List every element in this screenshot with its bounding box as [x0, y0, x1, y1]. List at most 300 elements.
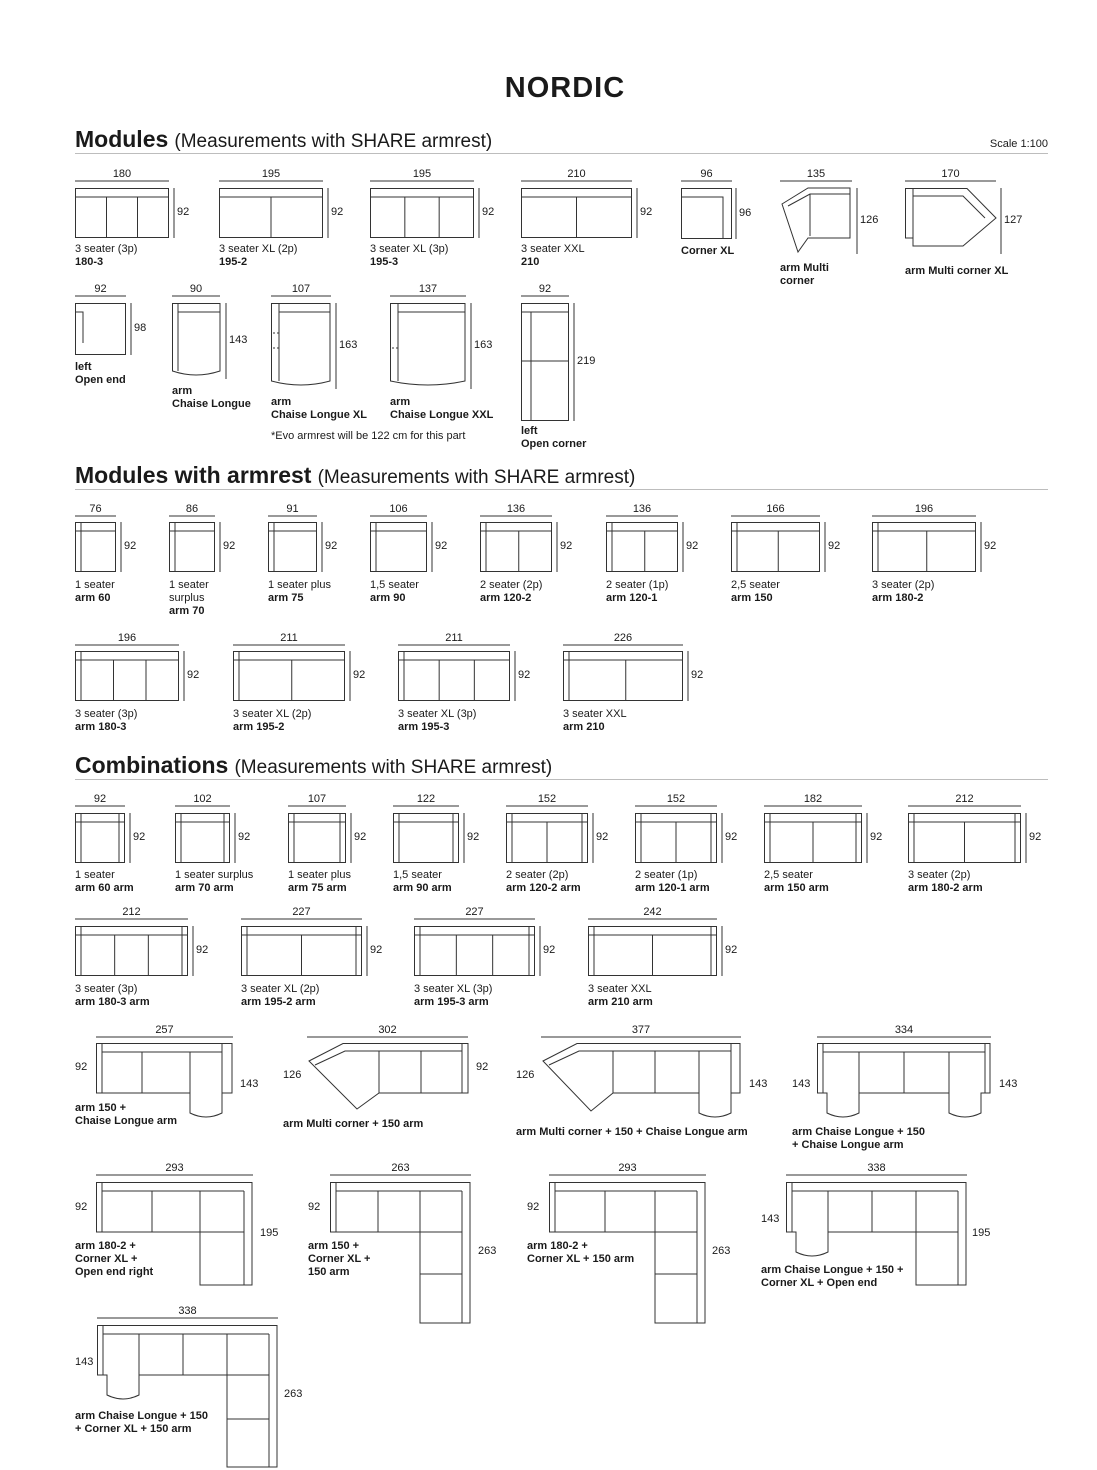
module-label	[75, 243, 137, 269]
module-label	[390, 396, 493, 422]
combo-depth-label: 126	[516, 1069, 535, 1081]
dim-line	[75, 918, 188, 922]
item-code: arm 195-2 arm	[241, 996, 316, 1008]
armrest-width-label: 196	[914, 503, 934, 515]
dim-line	[370, 515, 427, 519]
armrest-drawing	[606, 522, 678, 572]
item-code: arm 150	[731, 592, 773, 604]
module-width-label: 135	[806, 168, 826, 180]
combo-depth-label: 195	[260, 1227, 279, 1239]
armrest-drawing	[169, 522, 215, 572]
dim-line	[606, 515, 678, 519]
combo-width-label: 242	[643, 906, 662, 918]
dim-line	[635, 805, 717, 809]
combo-label	[761, 1264, 903, 1290]
armrest-drawing	[480, 522, 552, 572]
combo-depth-label: 92	[354, 831, 367, 843]
combo-drawing	[764, 813, 862, 863]
dim-line	[96, 1174, 253, 1178]
dim-line	[370, 180, 474, 184]
dim-line	[268, 515, 317, 519]
combo-depth-label: 92	[870, 831, 883, 843]
section-armrest-subtitle: (Measurements with SHARE armrest)	[317, 467, 636, 488]
armrest-depth-label: 92	[187, 669, 200, 681]
armrest-depth-label: 92	[518, 669, 531, 681]
item-code: arm 90 arm	[393, 882, 452, 894]
item-name: 1 seater plus	[288, 869, 351, 881]
item-code: arm 120-1 arm	[635, 882, 710, 894]
combo-label	[393, 869, 452, 895]
armrest-drawing	[398, 651, 510, 701]
dim-line	[908, 805, 1021, 809]
item-name: 1 seater	[75, 869, 115, 881]
item-code: arm 75 arm	[288, 882, 347, 894]
dim-line	[233, 644, 345, 648]
combo-depth-label: 92	[196, 944, 209, 956]
armrest-drawing	[75, 651, 179, 701]
item-name: 3 seater XL (3p)	[398, 708, 477, 720]
dim-line	[219, 180, 323, 184]
module-drawing	[390, 303, 466, 389]
item-code: arm 120-2	[480, 592, 532, 604]
item-code: arm 150 + Corner XL + 150 arm	[308, 1240, 371, 1278]
combo-label	[241, 983, 319, 1009]
armrest-width-label: 166	[766, 503, 785, 515]
combo-depth-label: 92	[308, 1201, 321, 1213]
item-name: 2 seater (2p)	[506, 869, 569, 881]
combo-label	[75, 1240, 153, 1279]
item-name: 2 seater (1p)	[606, 579, 669, 591]
armrest-drawing	[563, 651, 683, 701]
combo-drawing	[288, 813, 346, 863]
module-width-label: 195	[261, 168, 281, 180]
item-name: 3 seater (3p)	[75, 708, 138, 720]
item-name: 2 seater (2p)	[480, 579, 543, 591]
combo-width-label: 107	[307, 793, 327, 805]
combo-drawing	[175, 813, 230, 863]
dim-line	[307, 1036, 468, 1040]
combo-width-label: 152	[666, 793, 686, 805]
combo-label	[175, 869, 253, 895]
armrest-depth-label: 92	[828, 540, 841, 552]
section-combinations-heading	[75, 752, 552, 779]
item-code: arm Chaise Longue XXL	[390, 396, 494, 421]
combo-width-label: 257	[155, 1024, 174, 1036]
combo-depth-label: 126	[283, 1069, 302, 1081]
combo-width-label: 227	[292, 906, 311, 918]
combo-width-label: 293	[165, 1162, 184, 1174]
item-name: 2,5 seater	[764, 869, 813, 881]
combo-width-label: 122	[416, 793, 436, 805]
combo-label	[75, 1410, 208, 1436]
combo-depth-label: 143	[761, 1213, 780, 1225]
dim-line	[588, 918, 717, 922]
dim-line	[541, 1036, 741, 1040]
combo-width-label: 377	[631, 1024, 651, 1036]
item-name: 3 seater XXL	[563, 708, 627, 720]
module-width-label: 92	[538, 283, 552, 295]
item-code: arm 120-2 arm	[506, 882, 581, 894]
combo-depth-label: 143	[75, 1356, 94, 1368]
item-code: 195-3	[370, 256, 399, 268]
dim-line	[681, 180, 732, 184]
combo-width-label: 293	[618, 1162, 637, 1174]
dim-line	[97, 1317, 278, 1321]
section-armrest-title: Modules with armrest	[75, 462, 312, 488]
combo-drawing	[817, 1043, 991, 1121]
combo-label	[506, 869, 581, 895]
dim-line	[414, 918, 535, 922]
module-drawing	[271, 303, 331, 389]
item-code: arm 180-2 + Corner XL + Open end right	[75, 1240, 154, 1278]
item-code: arm 195-2	[233, 721, 285, 733]
item-name: 3 seater XXL	[588, 983, 652, 995]
item-code: arm 180-3	[75, 721, 127, 733]
dim-line	[96, 1036, 233, 1040]
item-name: 3 seater (2p)	[872, 579, 935, 591]
armrest-width-label: 211	[445, 632, 463, 644]
combo-drawing	[635, 813, 717, 863]
combo-width-label: 152	[537, 793, 557, 805]
item-code: arm 180-2	[872, 592, 924, 604]
module-width-label: 90	[189, 283, 203, 295]
combo-width-label: 338	[867, 1162, 886, 1174]
dim-line	[872, 515, 976, 519]
armrest-label	[606, 579, 668, 605]
combo-label	[908, 869, 983, 895]
armrest-depth-label: 92	[686, 540, 699, 552]
armrest-label	[731, 579, 780, 605]
combo-depth-label: 92	[527, 1201, 540, 1213]
armrest-width-label: 196	[117, 632, 137, 644]
armrest-drawing	[872, 522, 976, 572]
combo-depth-label: 92	[75, 1061, 88, 1073]
combo-label	[414, 983, 492, 1009]
combo-label	[75, 1102, 177, 1128]
armrest-depth-label: 92	[560, 540, 573, 552]
combo-depth-label: 143	[749, 1078, 768, 1090]
dim-line	[731, 515, 820, 519]
armrest-label	[563, 708, 627, 734]
combo-label	[635, 869, 710, 895]
section-modules-heading	[75, 126, 492, 153]
armrest-width-label: 136	[506, 503, 526, 515]
item-code: arm Chaise Longue + 150 + Corner XL + 150 arm	[75, 1410, 208, 1435]
combo-width-label: 338	[178, 1305, 197, 1317]
item-name: 1,5 seater	[370, 579, 419, 591]
item-code: arm 150 + Chaise Longue arm	[75, 1102, 178, 1127]
item-code: 210	[521, 256, 540, 268]
armrest-depth-label: 92	[124, 540, 137, 552]
combo-width-label: 212	[122, 906, 141, 918]
armrest-label	[75, 579, 115, 605]
dim-line	[271, 295, 331, 299]
section-modules-rule	[75, 153, 1048, 154]
armrest-depth-label: 92	[435, 540, 448, 552]
module-label	[780, 262, 829, 288]
dim-line	[75, 515, 116, 519]
combo-label	[588, 983, 653, 1009]
dim-line	[786, 1174, 967, 1178]
combo-depth-label: 92	[467, 831, 480, 843]
combo-depth-label: 92	[238, 831, 251, 843]
combo-depth-label: 92	[596, 831, 609, 843]
module-label	[219, 243, 297, 269]
item-code: arm 180-3 arm	[75, 996, 150, 1008]
item-code: arm 70	[169, 605, 205, 617]
module-drawing	[905, 188, 997, 254]
dim-line	[398, 644, 510, 648]
item-code: 180-3	[75, 256, 104, 268]
armrest-width-label: 76	[89, 503, 102, 515]
combo-width-label: 182	[803, 793, 823, 805]
combo-label	[516, 1126, 748, 1139]
armrest-drawing	[731, 522, 820, 572]
item-code: arm 60 arm	[75, 882, 134, 894]
module-drawing	[75, 188, 169, 238]
module-label	[521, 243, 585, 269]
module-drawing	[219, 188, 323, 238]
combo-label	[288, 869, 351, 895]
dim-line	[175, 805, 230, 809]
module-label	[905, 265, 1008, 278]
armrest-width-label: 211	[280, 632, 298, 644]
dim-line	[75, 180, 169, 184]
item-code: 195-2	[219, 256, 248, 268]
combo-depth-label: 92	[725, 944, 738, 956]
module-label	[75, 361, 126, 387]
combo-drawing	[97, 1325, 278, 1468]
scale-label: Scale 1:100	[989, 138, 1048, 150]
dim-line	[75, 295, 126, 299]
dim-line	[521, 180, 632, 184]
item-name: 3 seater XXL	[521, 243, 585, 255]
combo-depth-label: 263	[284, 1388, 303, 1400]
combo-width-label: 92	[93, 793, 107, 805]
combo-width-label: 263	[391, 1162, 410, 1174]
item-name: 3 seater XL (2p)	[233, 708, 312, 720]
item-code: arm 210 arm	[588, 996, 653, 1008]
dim-line	[506, 805, 588, 809]
armrest-label	[872, 579, 934, 605]
combo-label	[283, 1118, 423, 1131]
armrest-label	[169, 579, 209, 618]
module-depth-label: 92	[331, 206, 344, 218]
module-width-label: 170	[941, 168, 960, 180]
armrest-label	[398, 708, 476, 734]
module-depth-label: 143	[229, 334, 248, 346]
item-name: 3 seater XL (2p)	[219, 243, 298, 255]
item-name: 3 seater XL (3p)	[414, 983, 493, 995]
module-drawing	[681, 188, 732, 239]
module-drawing	[780, 186, 852, 254]
armrest-label	[480, 579, 542, 605]
section-combinations-subtitle: (Measurements with SHARE armrest)	[234, 757, 553, 778]
dim-line	[563, 644, 683, 648]
item-name: 2,5 seater	[731, 579, 780, 591]
combo-depth-label: 92	[725, 831, 738, 843]
item-code: arm Multi corner + 150 arm	[283, 1118, 424, 1130]
module-depth-label: 127	[1004, 214, 1023, 226]
item-name: 1 seater surplus	[175, 869, 254, 881]
module-label	[370, 243, 448, 269]
evo-armrest-note: *Evo armrest will be 122 cm for this part	[271, 430, 466, 442]
item-name: 3 seater (3p)	[75, 983, 138, 995]
combo-depth-label: 92	[370, 944, 383, 956]
dim-line	[393, 805, 459, 809]
item-name: 1,5 seater	[393, 869, 442, 881]
item-name: 3 seater XL (2p)	[241, 983, 320, 995]
module-depth-label: 163	[339, 339, 358, 351]
dim-line	[75, 805, 125, 809]
item-code: arm 75	[268, 592, 304, 604]
section-armrest-rule	[75, 489, 1048, 490]
dim-line	[241, 918, 362, 922]
armrest-width-label: 136	[632, 503, 652, 515]
armrest-width-label: 226	[613, 632, 633, 644]
armrest-drawing	[233, 651, 345, 701]
dim-line	[780, 180, 852, 184]
item-name: 1 seater	[75, 579, 115, 591]
combo-drawing	[75, 926, 188, 976]
item-name: 3 seater (3p)	[75, 243, 138, 255]
combo-depth-label: 92	[1029, 831, 1042, 843]
item-code: arm 195-3 arm	[414, 996, 489, 1008]
module-width-label: 180	[112, 168, 132, 180]
dim-line	[549, 1174, 706, 1178]
item-code: arm 150 arm	[764, 882, 829, 894]
item-code: arm Chaise Longue + 150 + Corner XL + Open end	[761, 1264, 904, 1289]
combo-drawing	[241, 926, 362, 976]
dim-line	[330, 1174, 471, 1178]
combo-drawing	[541, 1043, 741, 1123]
armrest-depth-label: 92	[325, 540, 338, 552]
dim-line	[480, 515, 552, 519]
module-width-label: 96	[700, 168, 713, 180]
item-code: left Open corner	[521, 425, 587, 450]
armrest-depth-label: 92	[223, 540, 236, 552]
item-name: 3 seater XL (3p)	[370, 243, 449, 255]
combo-drawing	[393, 813, 459, 863]
dim-line	[288, 805, 346, 809]
item-code: arm 180-2 + Corner XL + 150 arm	[527, 1240, 635, 1265]
armrest-drawing	[370, 522, 427, 572]
item-code: arm Multi corner XL	[905, 265, 1009, 277]
section-modules-subtitle: (Measurements with SHARE armrest)	[174, 131, 493, 152]
item-code: arm Chaise Longue XL	[271, 396, 367, 421]
item-name: 1 seater plus	[268, 579, 331, 591]
combo-depth-label: 92	[476, 1061, 489, 1073]
section-combinations-title: Combinations	[75, 752, 229, 778]
item-code: arm 210	[563, 721, 605, 733]
combo-label	[764, 869, 829, 895]
module-depth-label: 96	[739, 206, 752, 219]
combo-depth-label: 263	[712, 1245, 731, 1257]
armrest-label	[75, 708, 137, 734]
item-code: Corner XL	[681, 245, 735, 257]
module-depth-label: 92	[177, 206, 190, 218]
combo-depth-label: 143	[240, 1078, 259, 1090]
item-code: arm 90	[370, 592, 406, 604]
combo-drawing	[506, 813, 588, 863]
module-drawing	[370, 188, 474, 238]
module-width-label: 92	[94, 283, 107, 295]
item-code: arm Multi corner + 150 + Chaise Longue arm	[516, 1126, 748, 1138]
module-label	[521, 425, 586, 451]
module-depth-label: 92	[482, 206, 495, 218]
dim-line	[172, 295, 220, 299]
module-depth-label: 98	[134, 322, 147, 334]
armrest-drawing	[75, 522, 116, 572]
item-code: arm 120-1	[606, 592, 658, 604]
combo-depth-label: 143	[999, 1078, 1018, 1090]
combo-drawing	[588, 926, 717, 976]
combo-depth-label: 195	[972, 1227, 991, 1239]
module-depth-label: 163	[474, 339, 493, 351]
module-drawing	[521, 188, 632, 238]
item-code: left Open end	[75, 361, 126, 386]
combo-width-label: 212	[955, 793, 974, 805]
combo-label	[75, 869, 134, 895]
item-code: arm Chaise Longue	[172, 385, 251, 410]
combo-drawing	[307, 1043, 469, 1111]
armrest-label	[268, 579, 331, 605]
module-width-label: 195	[412, 168, 432, 180]
module-width-label: 210	[567, 168, 586, 180]
dim-line	[169, 515, 215, 519]
module-drawing	[172, 303, 221, 379]
module-width-label: 107	[291, 283, 311, 295]
dim-line	[521, 295, 569, 299]
dim-line	[817, 1036, 991, 1040]
module-depth-label: 219	[577, 355, 596, 367]
module-label	[681, 245, 734, 258]
combo-label	[792, 1126, 925, 1152]
section-combinations-rule	[75, 779, 1048, 780]
combo-width-label: 102	[193, 793, 212, 805]
module-drawing	[75, 303, 126, 355]
section-armrest-heading	[75, 462, 635, 489]
combo-depth-label: 92	[543, 944, 556, 956]
item-name: 2 seater (1p)	[635, 869, 698, 881]
dim-line	[75, 644, 179, 648]
combo-drawing	[908, 813, 1021, 863]
combo-label	[527, 1240, 634, 1266]
module-width-label: 137	[418, 283, 438, 295]
combo-depth-label: 263	[478, 1245, 497, 1257]
module-drawing	[521, 303, 569, 421]
page-title: NORDIC	[504, 72, 626, 104]
armrest-width-label: 86	[185, 503, 199, 515]
armrest-label	[370, 579, 419, 605]
dim-line	[764, 805, 862, 809]
item-code: arm Multi corner	[780, 262, 829, 287]
section-modules-title: Modules	[75, 126, 169, 152]
armrest-width-label: 106	[389, 503, 408, 515]
module-label	[172, 385, 251, 411]
armrest-depth-label: 92	[691, 669, 704, 681]
combo-label	[75, 983, 150, 1009]
combo-width-label: 227	[465, 906, 484, 918]
armrest-depth-label: 92	[984, 540, 997, 552]
module-depth-label: 126	[860, 214, 879, 226]
item-code: arm 180-2 arm	[908, 882, 983, 894]
item-code: arm 60	[75, 592, 111, 604]
armrest-label	[233, 708, 311, 734]
item-code: arm 70 arm	[175, 882, 234, 894]
module-depth-label: 92	[640, 206, 653, 218]
combo-label	[308, 1240, 370, 1279]
